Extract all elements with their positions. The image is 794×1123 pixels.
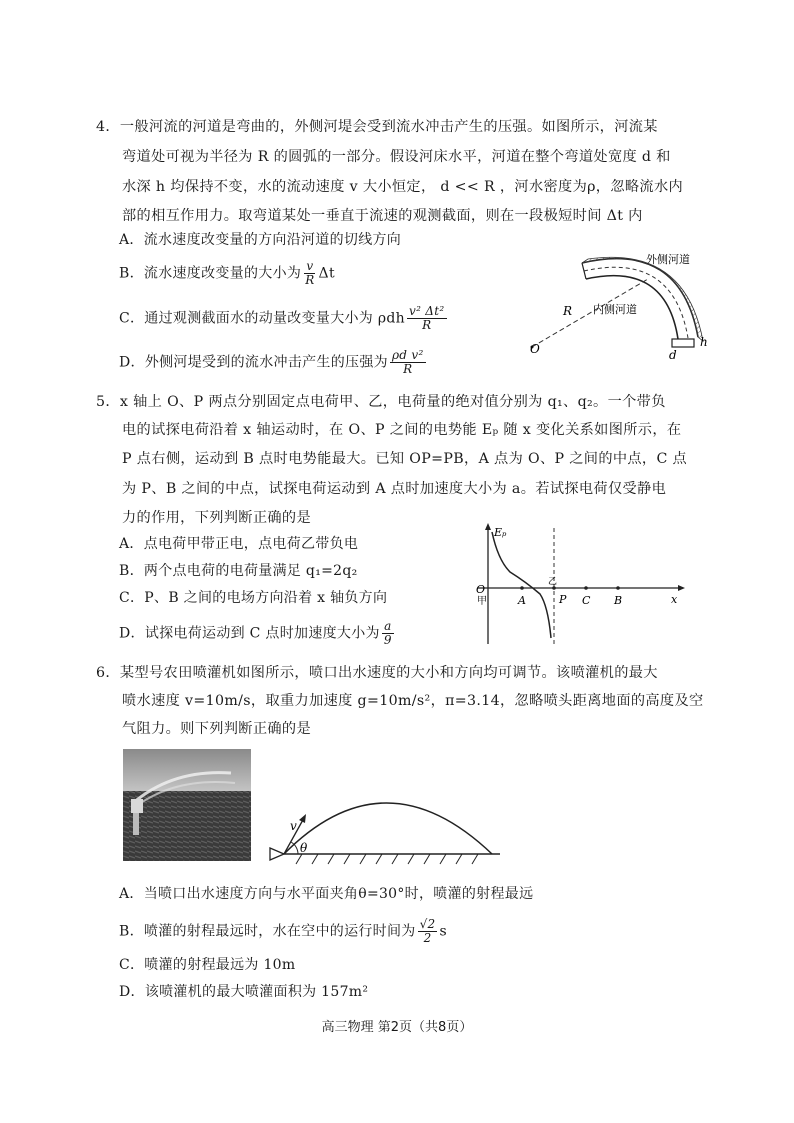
- q5-stem-line-4: 为 P、B 之间的中点，试探电荷运动到 A 点时加速度大小为 a。若试探电荷仅受静电: [122, 481, 667, 497]
- q4-b-fraction: $\frac{v}{R}$: [305, 259, 315, 287]
- q4-option-b: B．流水速度改变量的大小为 $\frac{v}{R}$ Δt: [119, 259, 335, 287]
- label-P: P: [559, 593, 567, 606]
- q5-option-c: C．P、B 之间的电场方向沿着 x 轴负方向: [119, 590, 388, 606]
- label-R: R: [563, 304, 573, 318]
- q4-option-a: A．流水速度改变量的方向沿河道的切线方向: [119, 232, 402, 248]
- label-inner: 内侧河道: [593, 303, 637, 316]
- q4-stem-line-2: 弯道处可视为半径为 R 的圆弧的一部分。假设河床水平，河道在整个弯道处宽度 d 和: [122, 149, 671, 165]
- outer-bank: [582, 259, 698, 337]
- label-C: C: [582, 594, 591, 607]
- q6-option-c: C．喷灌的射程最远为 10m: [119, 957, 296, 973]
- q5-option-d: D．试探电荷运动到 C 点时加速度大小为 $\frac{a}{9}$: [119, 619, 392, 647]
- q6-option-a: A．当喷口出水速度方向与水平面夹角θ=30°时，喷灌的射程最远: [119, 886, 534, 902]
- q5-stem-line-2: 电的试探电荷沿着 x 轴运动时，在 O、P 之间的电势能 Eₚ 随 x 变化关系如图所示，在: [122, 422, 682, 438]
- label-h: h: [700, 335, 708, 349]
- q5-option-a: A．点电荷甲带正电，点电荷乙带负电: [119, 536, 359, 552]
- q5-stem-line-1: 5．x 轴上 O、P 两点分别固定点电荷甲、乙，电荷量的绝对值分别为 q₁、q₂。一个带负: [96, 394, 666, 410]
- q4-stem-line-3: 水深 h 均保持不变，水的流动速度 v 大小恒定， d << R ，河水密度为ρ，忽略流水内: [122, 179, 684, 195]
- label-A: A: [518, 594, 526, 607]
- trajectory-figure: [262, 778, 507, 868]
- q4-number: 4．: [96, 119, 120, 135]
- ground-hatch: [296, 854, 478, 864]
- q6-option-d: D．该喷灌机的最大喷灌面积为 157m²: [119, 984, 369, 1000]
- q4-stem-line-1: 4．一般河流的河道是弯曲的，外侧河堤会受到流水冲击产生的压强。如图所示，河流某: [96, 119, 658, 135]
- potential-energy-graph: [470, 520, 690, 650]
- ep-curve: [492, 532, 551, 638]
- q5-stem-line-3: P 点右侧，运动到 B 点时电势能最大。已知 OP=PB，A 点为 O、P 之间的中点，C 点: [122, 451, 688, 467]
- q6-number: 6．: [96, 665, 120, 681]
- q4-option-d: D．外侧河堤受到的流水冲击产生的压强为 $\frac{\text{ρd v²}}{R}$: [119, 348, 424, 376]
- q6-stem-line-3: 气阻力。则下列判断正确的是: [122, 721, 311, 737]
- label-yi: 乙: [548, 577, 558, 587]
- label-B: B: [614, 594, 623, 607]
- label-jia: 甲: [477, 596, 487, 607]
- sprinkler-photo: [123, 749, 251, 861]
- cross-section-box: [672, 339, 694, 347]
- q5-option-b: B．两个点电荷的电荷量满足 q₁=2q₂: [119, 563, 358, 579]
- q4-stem-line-4: 部的相互作用力。取弯道某处一垂直于流速的观测截面，则在一段极短时间 Δt 内: [122, 208, 643, 224]
- q5-d-fraction: $\frac{a}{9}$: [383, 619, 392, 647]
- label-v: v: [290, 819, 297, 833]
- label-x: x: [671, 593, 678, 606]
- q6-stem-line-2: 喷水速度 v=10m/s，取重力加速度 g=10m/s²，π=3.14，忽略喷头距离地面的高度及空: [122, 693, 704, 709]
- q4-d-fraction: $\frac{\text{ρd v²}}{R}$: [391, 348, 424, 376]
- trajectory-arc: [284, 803, 492, 854]
- river-bend-figure: [520, 245, 720, 370]
- q5-stem-line-5: 力的作用，下列判断正确的是: [122, 510, 311, 526]
- label-d: d: [669, 348, 677, 362]
- q4-c-fraction: $\frac{\text{v² Δt²}}{R}$: [408, 304, 445, 332]
- label-outer: 外侧河道: [646, 253, 690, 266]
- label-O: O: [530, 342, 540, 356]
- nozzle-icon: [270, 848, 284, 860]
- label-theta: θ: [300, 841, 308, 855]
- label-O: O: [476, 583, 486, 596]
- label-Ep: Eₚ: [494, 526, 507, 539]
- q6-option-b: B．喷灌的射程最远时，水在空中的运行时间为 $\frac{√2}{2}$ s: [119, 917, 447, 945]
- q6-b-fraction: $\frac{√2}{2}$: [419, 917, 436, 945]
- q6-stem-line-1: 6．某型号农田喷灌机如图所示，喷口出水速度的大小和方向均可调节。该喷灌机的最大: [96, 665, 658, 681]
- page-footer: 高三物理 第2页（共8页）: [321, 1020, 473, 1035]
- q5-number: 5．: [96, 394, 120, 410]
- q4-option-c: C．通过观测截面水的动量改变量大小为 ρdh $\frac{\text{v² Δt²}}{R}$: [119, 304, 445, 332]
